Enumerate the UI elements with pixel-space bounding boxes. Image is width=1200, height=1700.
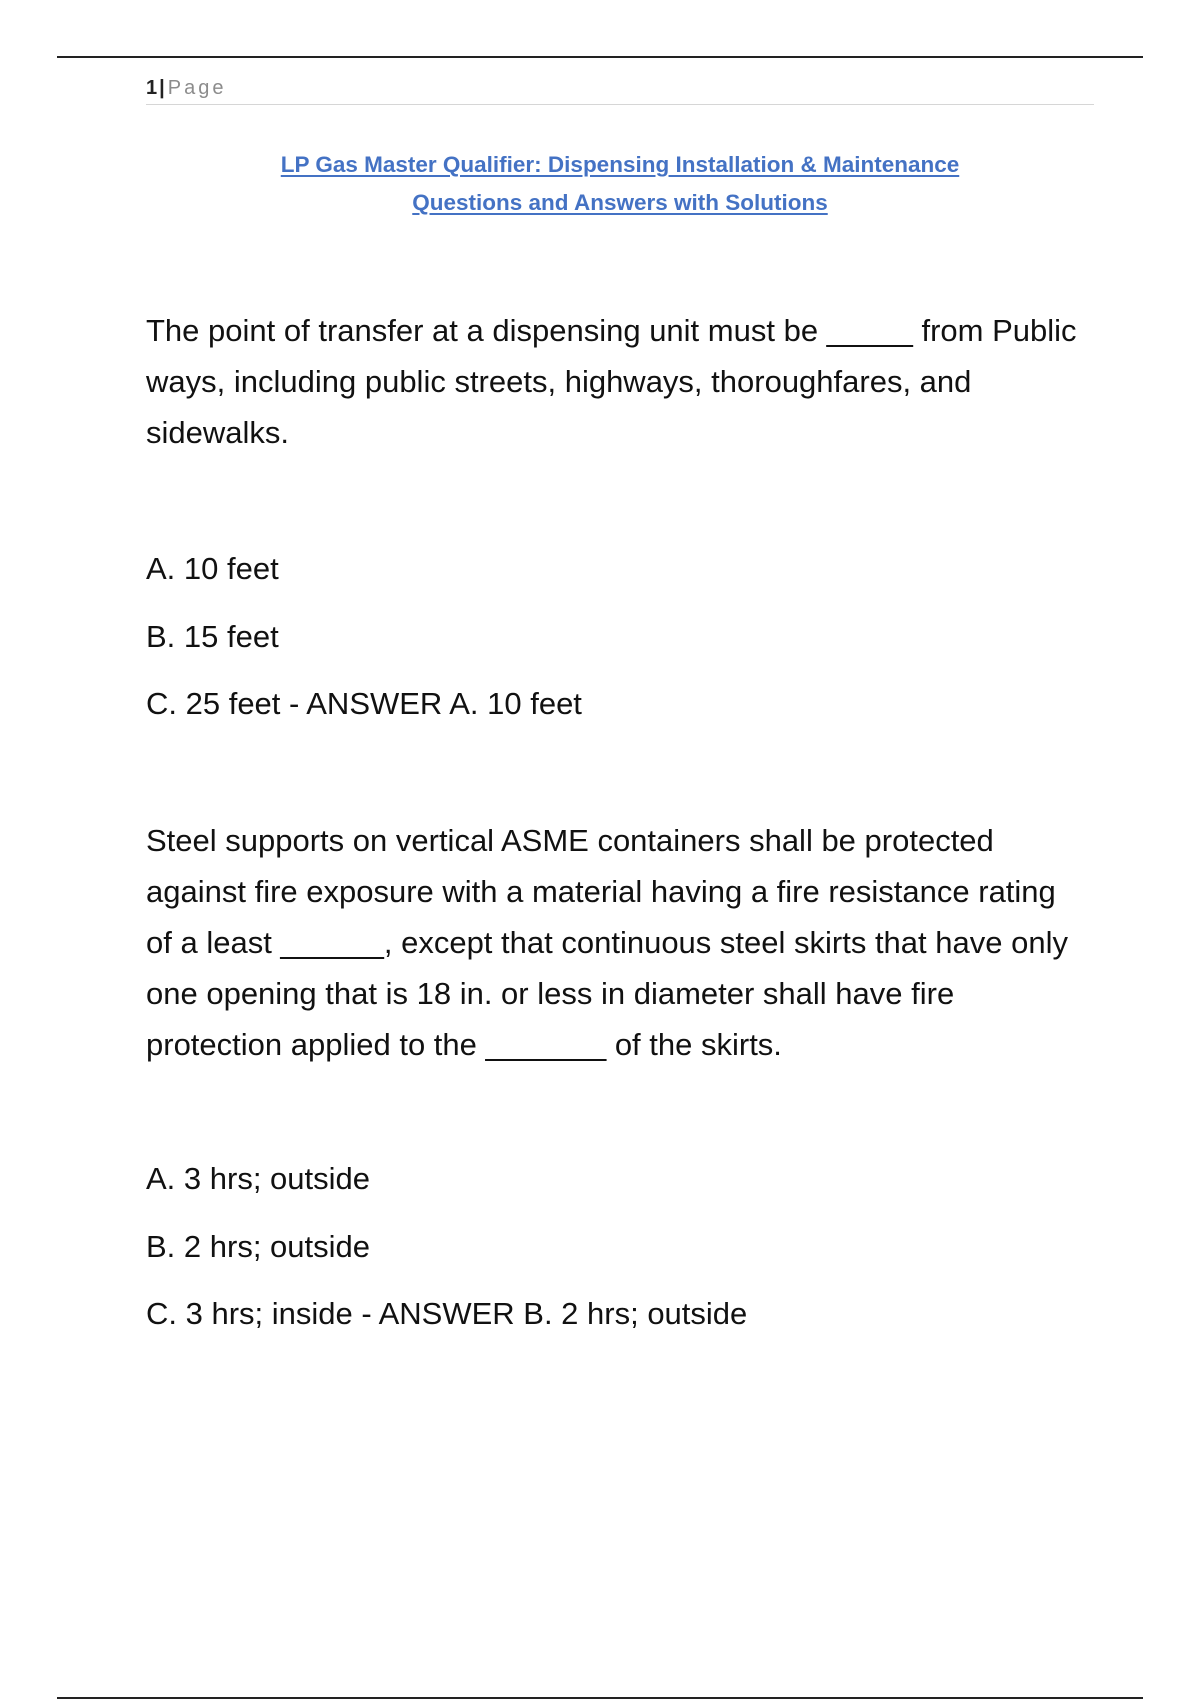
- title-line-2: Questions and Answers with Solutions: [412, 190, 828, 215]
- top-rule: [57, 56, 1143, 58]
- question-text: Steel supports on vertical ASME containers shall be protected against fire exposure with a material having a fire resistance rating of a least ______, except that continuous steel skirts that have only one opening that is 18 in. or less in diameter shall have fire protection applied to the _______ of the skirts.: [146, 823, 1068, 1062]
- answer-options: [146, 543, 1086, 729]
- title-line-1: LP Gas Master Qualifier: Dispensing Installation & Maintenance: [280, 152, 960, 177]
- page-number: 1: [146, 77, 158, 99]
- answer-options: [146, 1153, 1086, 1339]
- option-c-with-answer: C. 3 hrs; inside - ANSWER B. 2 hrs; outside: [146, 1296, 748, 1331]
- option-c-with-answer: C. 25 feet - ANSWER A. 10 feet: [146, 686, 582, 721]
- question-text: The point of transfer at a dispensing unit must be _____ from Public ways, including public streets, highways, thoroughfares, and sidewalks.: [146, 313, 1077, 450]
- page-header: [146, 74, 1094, 105]
- option-b: B. 2 hrs; outside: [146, 1228, 371, 1264]
- question-2: [146, 815, 1086, 1339]
- page-label: Page: [167, 77, 227, 99]
- question-1: [146, 305, 1086, 729]
- option-b: B. 15 feet: [146, 618, 279, 654]
- document-title: [146, 146, 1094, 222]
- page-separator: |: [159, 77, 165, 99]
- bottom-rule: [57, 1697, 1143, 1699]
- option-a: A. 10 feet: [146, 551, 279, 586]
- option-a: A. 3 hrs; outside: [146, 1161, 371, 1196]
